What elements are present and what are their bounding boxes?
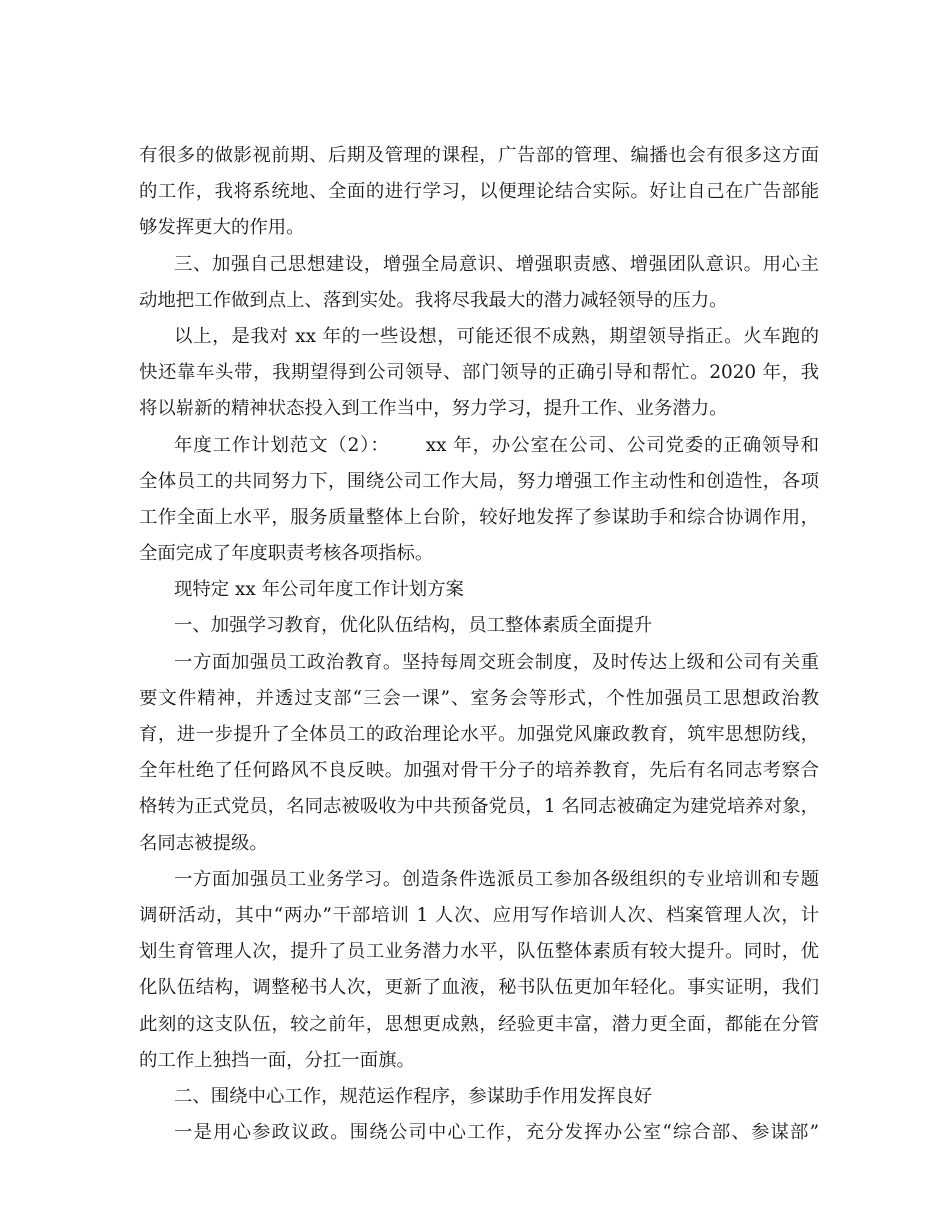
text-line: 有很多的做影视前期、后期及管理的课程，广告部的管理、编播也会有很多这方面 bbox=[139, 145, 819, 166]
text-line: 年度工作计划范文（2）： xx 年，办公室在公司、公司党委的正确领导和 bbox=[174, 434, 819, 456]
text-line: 化队伍结构，调整秘书人次，更新了血液，秘书队伍更加年轻化。事实证明，我们 bbox=[139, 977, 819, 999]
text-line: 三、加强自己思想建设，增强全局意识、增强职责感、增强团队意识。用心主 bbox=[174, 253, 819, 275]
text-line: 调研活动，其中“两办”干部培训 1 人次、应用写作培训人次、档案管理人次，计 bbox=[139, 904, 819, 926]
text-line: 动地把工作做到点上、落到实处。我将尽我最大的潜力减轻领导的压力。 bbox=[139, 289, 728, 311]
text-line: 名同志被提级。 bbox=[139, 832, 268, 854]
text-line: 工作全面上水平，服务质量整体上台阶，较好地发挥了参谋助手和综合协调作用， bbox=[139, 506, 819, 528]
text-line: 一、加强学习教育，优化队伍结构，员工整体素质全面提升 bbox=[174, 615, 653, 637]
text-line: 快还靠车头带，我期望得到公司领导、部门领导的正确引导和帮忙。2020 年，我 bbox=[139, 362, 819, 384]
text-line: 的工作，我将系统地、全面的进行学习，以便理论结合实际。好让自己在广告部能 bbox=[139, 181, 819, 203]
text-line: 一是用心参政议政。围绕公司中心工作，充分发挥办公室“综合部、参谋部” bbox=[174, 1122, 819, 1144]
text-line: 现特定 xx 年公司年度工作计划方案 bbox=[174, 579, 464, 601]
text-line: 的工作上独挡一面，分扛一面旗。 bbox=[139, 1049, 415, 1071]
document-body bbox=[139, 138, 819, 1151]
text-line: 够发挥更大的作用。 bbox=[139, 217, 305, 239]
text-line: 一方面加强员工政治教育。坚持每周交班会制度，及时传达上级和公司有关重 bbox=[174, 651, 819, 673]
text-line: 将以崭新的精神状态投入到工作当中，努力学习，提升工作、业务潜力。 bbox=[139, 398, 728, 420]
text-line: 格转为正式党员，名同志被吸收为中共预备党员，1 名同志被确定为建党培养对象， bbox=[139, 796, 819, 818]
text-line: 全体员工的共同努力下，围绕公司工作大局，努力增强工作主动性和创造性，各项 bbox=[139, 470, 819, 492]
text-line: 此刻的这支队伍，较之前年，思想更成熟，经验更丰富，潜力更全面，都能在分管 bbox=[139, 1013, 819, 1035]
text-line: 要文件精神，并透过支部“三会一课”、室务会等形式，个性加强员工思想政治教 bbox=[139, 687, 819, 709]
text-line: 全面完成了年度职责考核各项指标。 bbox=[139, 543, 434, 565]
text-line: 全年杜绝了任何路风不良反映。加强对骨干分子的培养教育，先后有名同志考察合 bbox=[139, 760, 819, 782]
text-line: 一方面加强员工业务学习。创造条件选派员工参加各级组织的专业培训和专题 bbox=[174, 868, 819, 890]
text-line: 育，进一步提升了全体员工的政治理论水平。加强党风廉政教育，筑牢思想防线， bbox=[139, 724, 819, 745]
text-line: 划生育管理人次，提升了员工业务潜力水平，队伍整体素质有较大提升。同时，优 bbox=[139, 941, 819, 963]
text-line: 二、围绕中心工作，规范运作程序，参谋助手作用发挥良好 bbox=[174, 1085, 653, 1107]
text-line: 以上，是我对 xx 年的一些设想，可能还很不成熟，期望领导指正。火车跑的 bbox=[174, 325, 819, 347]
